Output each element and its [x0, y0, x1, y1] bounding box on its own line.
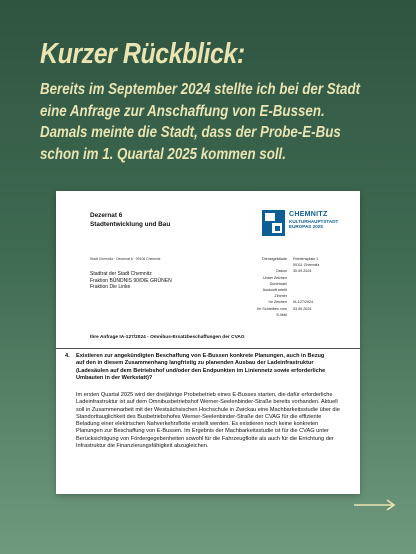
department-header [90, 212, 170, 229]
intro-text: Bereits im September 2024 stellte ich bei der Stadt eine Anfrage zur Anschaffung von E-Bussen. Damals meinte die Stadt, dass der Probe-E-Bus schon im 1. Quartal 2025 kommen soll. [40, 81, 361, 163]
department-name: Stadtentwicklung und Bau [90, 220, 171, 228]
city-logo [262, 210, 352, 238]
logo-text [289, 211, 338, 229]
meta-value: 30.09.2024 [293, 269, 312, 274]
meta-key: Datum [276, 269, 287, 274]
document-excerpt [56, 191, 360, 494]
meta-key: Ihr Schreiben vom [257, 306, 287, 311]
meta-key: Unser Zeichen [263, 275, 287, 280]
letter-subject: Ihre Anfrage IA-127/2024 - Omnibus-Ersatzbeschaffungen der CVAG [90, 335, 245, 340]
meta-row [230, 312, 354, 318]
meta-value: 09111 Chemnitz [293, 263, 320, 268]
meta-key: Dienstgebäude [262, 257, 287, 261]
logo-city: CHEMNITZ [289, 211, 328, 218]
recipient-line: Stadtrat der Stadt Chemnitz [90, 271, 152, 277]
recipient-line: Fraktion Die Linke [90, 284, 131, 291]
headline: Kurzer Rückblick: [40, 38, 245, 70]
question-number: 4. [65, 353, 70, 359]
arrow-right-icon[interactable] [353, 498, 397, 512]
meta-value [293, 312, 354, 318]
sender-line: Stadt Chemnitz · Dezernat 6 · 09106 Chemnitz [90, 257, 161, 261]
answer-text: Im ersten Quartal 2025 wird der dreijährige Probebetrieb eines E-Busses starten, die dafür erforderliche Ladeinfrastruktur ist auf dem Omnibusbetriebshof Werner-Seelenbinder-Straße bereits vorhanden. Aktuell soll in Zusammenarbeit mit der Westsächsischen Hochschule in Zwickau eine Machbarkeitsstudie über die Standorttauglichkeit des Busbetriebshofes Werner-Seelenbinder-Straße der CVAG für die effiziente Beladung einer elektrischen Nahverkehrsflotte erstellt werden. Es existieren noch keine konkreten Planungen zur Beschaffung von E-Bussen. Im Ergebnis der Machbarkeitsstudie ist für die CVAG unter Berücksichtigung von Fördergegebenheiten sowohl für die Fahrzeugflotte als auch für die Errichtung der Infrastruktur die Finanzierungsfähigkeit abzugleichen. [76, 392, 340, 450]
recipient-block [90, 271, 172, 291]
meta-key: Auskunft erteilt [262, 288, 287, 293]
logo-subtitle-2: EUROPAS 2025 [289, 224, 323, 230]
chemnitz-logo-icon [262, 210, 285, 236]
meta-key: Durchwahl [269, 281, 287, 286]
meta-value: 03.09.2024 [293, 306, 312, 311]
department-number: Dezernat 6 [90, 212, 123, 219]
logo-subtitle-1: KULTURHAUPTSTADT [289, 219, 339, 224]
question-text: Existieren zur angekündigten Beschaffung von E-Bussen konkrete Planungen, auch in Bezug auf den in diesem Zusammenhang langfristig zu planenden Ausbau der Ladeinfrastruktur (Ladesäulen auf dem Betriebshof und/oder den Endpunkten im Liniennetz sowie erforderliche Umbauten in der Werkstatt)? [76, 353, 326, 381]
divider [56, 348, 360, 349]
meta-value: Friedensplatz 1 [293, 257, 319, 261]
meta-key: Ihr Zeichen [268, 300, 287, 305]
meta-value: IA-127/2024 [293, 300, 314, 305]
letter-metadata [230, 256, 354, 318]
recipient-line: Fraktion BÜNDNIS 90/DIE GRÜNEN [90, 277, 172, 284]
meta-key: E-Mail [276, 312, 287, 317]
meta-key: Zimmer [274, 294, 287, 299]
